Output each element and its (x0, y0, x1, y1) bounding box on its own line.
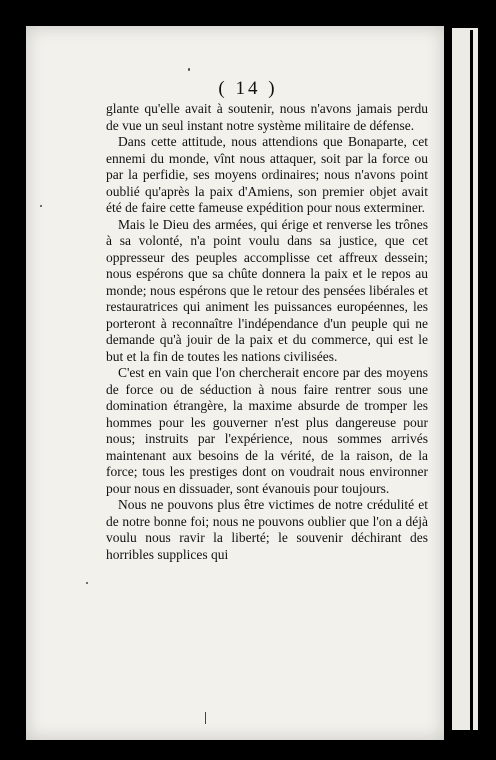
adjacent-page-edge (452, 28, 478, 730)
ink-speck (40, 205, 42, 207)
ink-speck (205, 712, 206, 724)
page-edge-shadow (470, 30, 473, 730)
paragraph: Nous ne pouvons plus être victimes de notre crédulité et de notre bonne foi; nous ne pouvons oublier que l'on a déjà voulu nous ravir la liberté; le souvenir déchirant des horribles supplices qui (106, 497, 428, 562)
ink-speck (86, 582, 88, 584)
paragraph: C'est en vain que l'on chercherait encore par des moyens de force ou de séduction à nous faire rentrer sous une domination étrangère, la maxime absurde de tromper les hommes pour les gouverner n'est plus dangereuse pour nous; instruits par l'expérience, nous sommes arrivés maintenant aux besoins de la vérité, de la raison, de la force; tous les prestiges dont on voudrait nous environner pour nous en dissuader, sont évanouis pour toujours. (106, 365, 428, 496)
paragraph: Mais le Dieu des armées, qui érige et renverse les trônes à sa volonté, n'a point voulu dans sa justice, que cet oppresseur des peuples accomplisse cet affreux dessein; nous espérons que sa chûte donnera la paix et le repos au monde; nous espérons que le retour des pensées libérales et restauratrices qui animent les puissances européennes, les porteront à reconnaître l'indépendance d'un peuple qui ne demande qu'à jouir de la paix et du commerce, qui est le but et la fin de toutes les nations civilisées. (106, 216, 428, 364)
body-text (106, 101, 428, 563)
page-number: ( 14 ) (218, 78, 278, 99)
paragraph-continuation: glante qu'elle avait à soutenir, nous n'avons jamais perdu de vue un seul instant notre système militaire de défense. (106, 101, 428, 133)
paragraph: Dans cette attitude, nous attendions que Bonaparte, cet ennemi du monde, vînt nous attaquer, soit par la force ou par la perfidie, ses moyens ordinaires; nous n'avons point oublié qu'après la paix d'Amiens, son premier objet avait été de faire cette fameuse expédition pour nous exterminer. (106, 134, 428, 215)
ink-speck (188, 68, 190, 71)
